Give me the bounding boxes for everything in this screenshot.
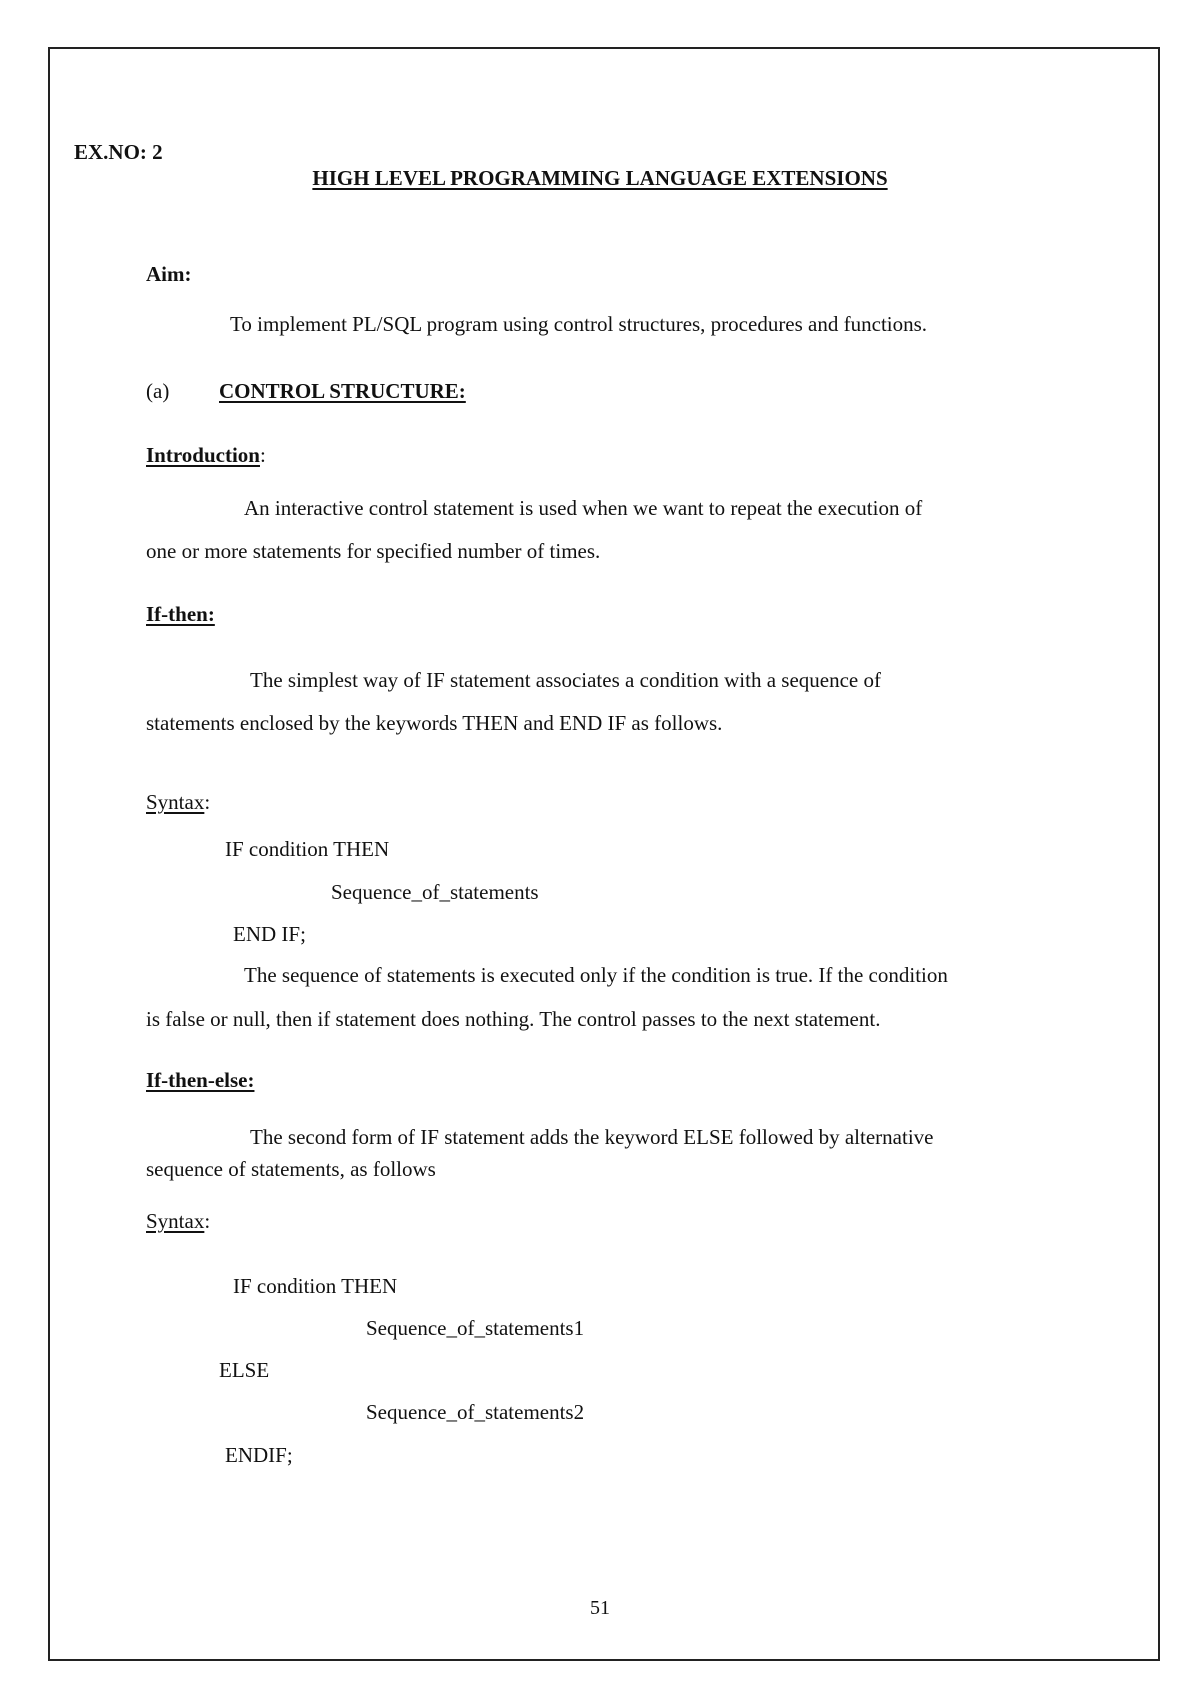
if-then-else-syntax-label-line	[146, 1209, 210, 1233]
section-heading: CONTROL STRUCTURE:	[219, 379, 466, 403]
if-then-else-syntax-label: Syntax	[146, 1209, 205, 1233]
section-label: (a)	[146, 379, 170, 403]
if-then-desc-line-2: statements enclosed by the keywords THEN and END IF as follows.	[146, 711, 723, 735]
if-then-else-heading: If-then-else:	[146, 1068, 255, 1092]
if-then-else-code-line-3: ELSE	[219, 1358, 270, 1382]
introduction-heading: Introduction	[146, 443, 260, 467]
document-title: HIGH LEVEL PROGRAMMING LANGUAGE EXTENSIONS	[312, 166, 888, 190]
page-number: 51	[590, 1597, 610, 1619]
if-then-heading: If-then:	[146, 602, 215, 626]
if-then-else-desc-line-2: sequence of statements, as follows	[146, 1157, 436, 1181]
if-then-else-code-line-2: Sequence_of_statements1	[366, 1316, 585, 1340]
if-then-else-code-line-5: ENDIF;	[225, 1443, 293, 1467]
if-then-syntax-colon: :	[204, 790, 211, 814]
introduction-line-2: one or more statements for specified number of times.	[146, 539, 601, 563]
aim-text: To implement PL/SQL program using control structures, procedures and functions.	[230, 312, 928, 336]
if-then-note-line-1: The sequence of statements is executed only if the condition is true. If the condition	[244, 963, 948, 987]
if-then-code-line-3: END IF;	[233, 922, 306, 946]
if-then-else-syntax-colon: :	[204, 1209, 211, 1233]
introduction-heading-line	[146, 443, 266, 467]
introduction-line-1: An interactive control statement is used when we want to repeat the execution of	[244, 496, 923, 520]
page-border	[48, 47, 1160, 1661]
if-then-else-code-line-4: Sequence_of_statements2	[366, 1400, 585, 1424]
if-then-else-code-line-1: IF condition THEN	[233, 1274, 398, 1298]
exercise-number: EX.NO: 2	[74, 140, 163, 164]
if-then-note-line-2: is false or null, then if statement does nothing. The control passes to the next statement.	[146, 1007, 881, 1031]
aim-heading: Aim:	[146, 262, 192, 286]
if-then-code-line-1: IF condition THEN	[225, 837, 390, 861]
if-then-syntax-label: Syntax	[146, 790, 205, 814]
if-then-syntax-label-line	[146, 790, 210, 814]
introduction-colon: :	[259, 443, 266, 467]
if-then-code-line-2: Sequence_of_statements	[331, 880, 539, 904]
if-then-else-desc-line-1: The second form of IF statement adds the keyword ELSE followed by alternative	[250, 1125, 934, 1149]
if-then-desc-line-1: The simplest way of IF statement associates a condition with a sequence of	[250, 668, 881, 692]
